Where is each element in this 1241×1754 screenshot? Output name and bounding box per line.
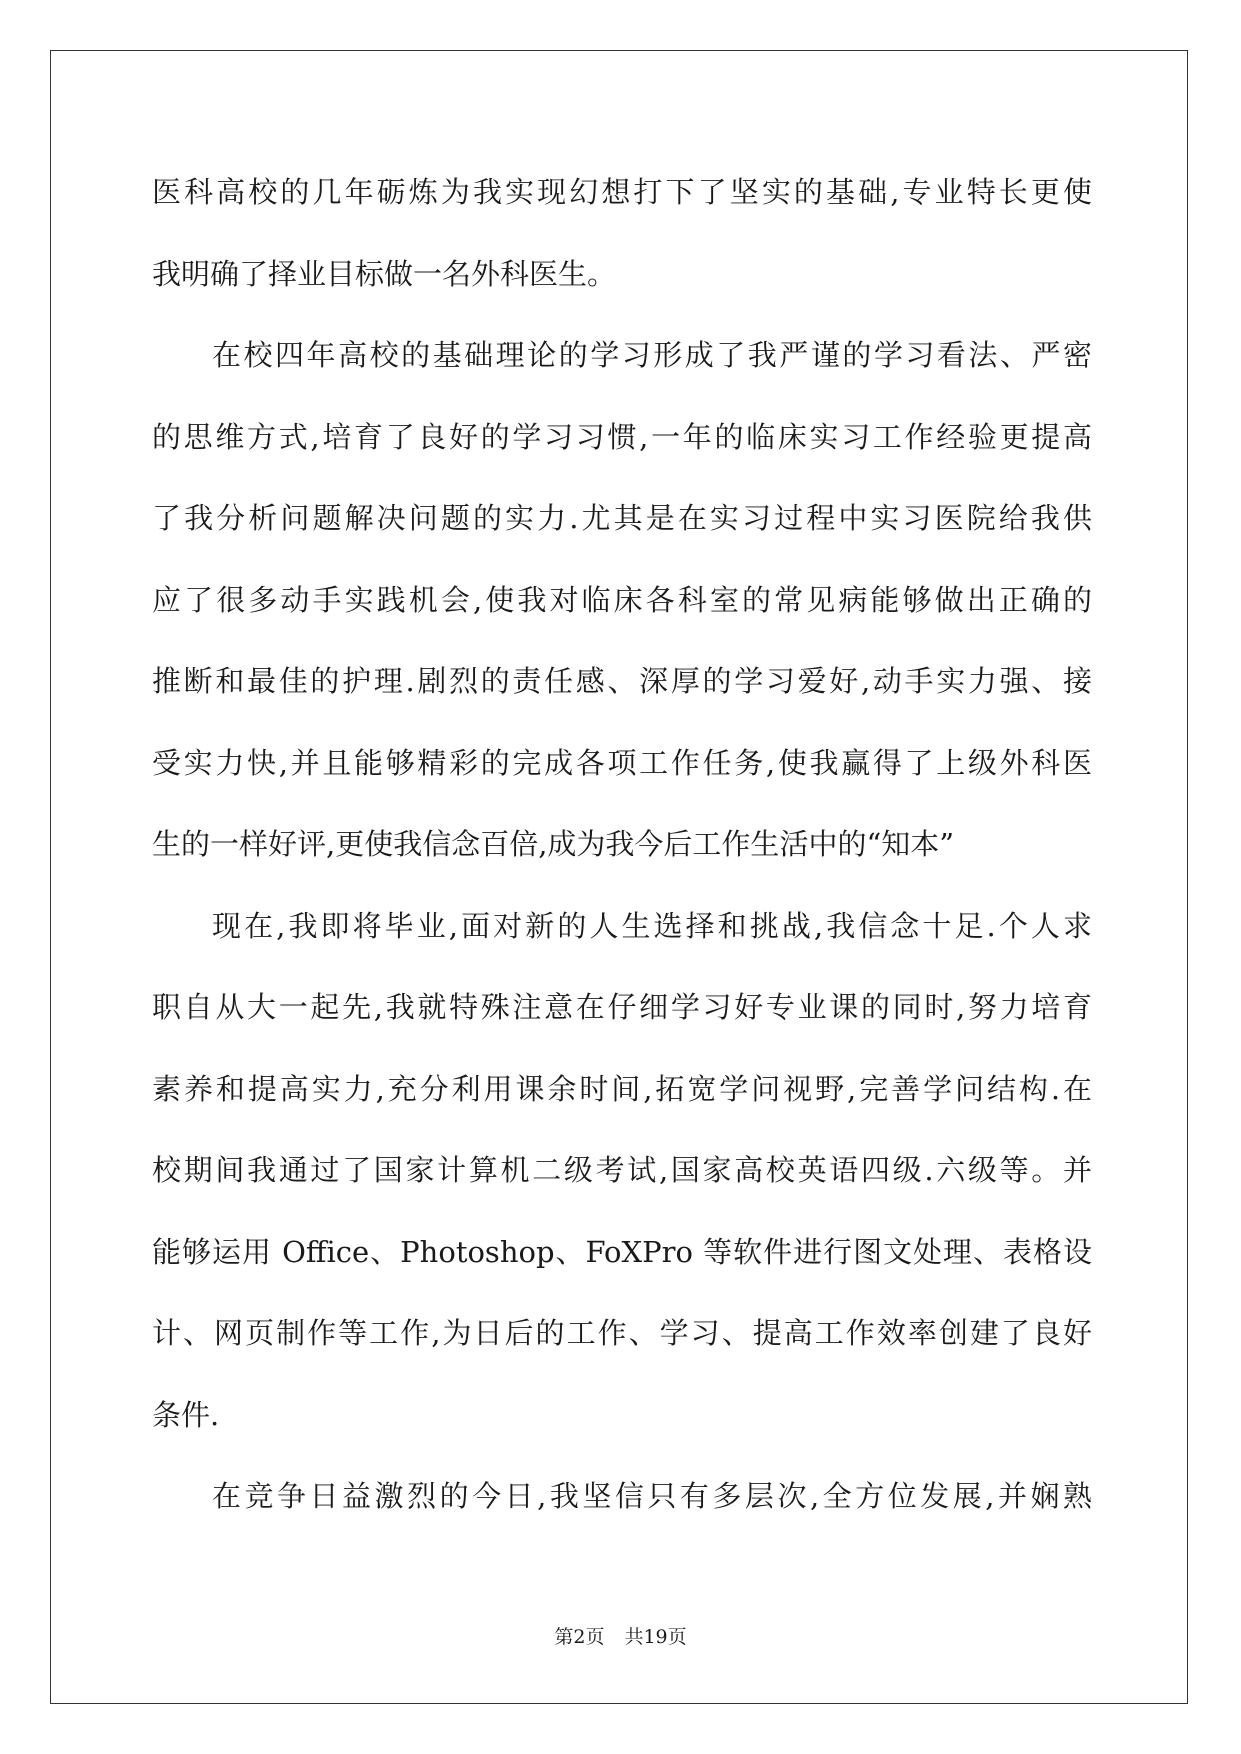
page-footer: [0, 1622, 1241, 1649]
text-line: 的思维方式,培育了良好的学习习惯,一年的临床实习工作经验更提高: [152, 419, 1092, 454]
text-line: 在校四年高校的基础理论的学习形成了我严谨的学习看法、严密: [212, 338, 1092, 372]
text-line: 校期间我通过了国家计算机二级考试,国家高校英语四级.六级等。并: [152, 1153, 1092, 1187]
text-line: 生的一样好评,更使我信念百倍,成为我今后工作生活中的“知本”: [152, 827, 955, 861]
text-line: 在竞争日益激烈的今日,我坚信只有多层次,全方位发展,并娴熟: [212, 1479, 1092, 1513]
text-line: 能够运用 Office、Photoshop、FoXPro 等软件进行图文处理、表格设: [152, 1234, 1092, 1269]
text-line: 现在,我即将毕业,面对新的人生选择和挑战,我信念十足.个人求: [212, 908, 1092, 943]
text-line: 受实力快,并且能够精彩的完成各项工作任务,使我赢得了上级外科医: [152, 745, 1092, 780]
text-line: 条件.: [152, 1397, 220, 1432]
text-line: 应了很多动手实践机会,使我对临床各科室的常见病能够做出正确的: [152, 582, 1092, 617]
text-line: 计、网页制作等工作,为日后的工作、学习、提高工作效率创建了良好: [152, 1316, 1092, 1350]
page-total: 共19页: [624, 1626, 687, 1648]
text-line: 我明确了择业目标做一名外科医生。: [152, 256, 617, 291]
page-number: 第2页: [554, 1626, 605, 1648]
text-line: 医科高校的几年砺炼为我实现幻想打下了坚实的基础,专业特长更使: [152, 175, 1092, 209]
text-line: 职自从大一起先,我就特殊注意在仔细学习好专业课的同时,努力培育: [152, 990, 1092, 1024]
text-line: 推断和最佳的护理.剧烈的责任感、深厚的学习爱好,动手实力强、接: [152, 664, 1092, 698]
text-line: 了我分析问题解决问题的实力.尤其是在实习过程中实习医院给我供: [152, 501, 1092, 535]
document-body: [152, 163, 1092, 1549]
text-line: 素养和提高实力,充分利用课余时间,拓宽学问视野,完善学问结构.在: [152, 1071, 1092, 1106]
